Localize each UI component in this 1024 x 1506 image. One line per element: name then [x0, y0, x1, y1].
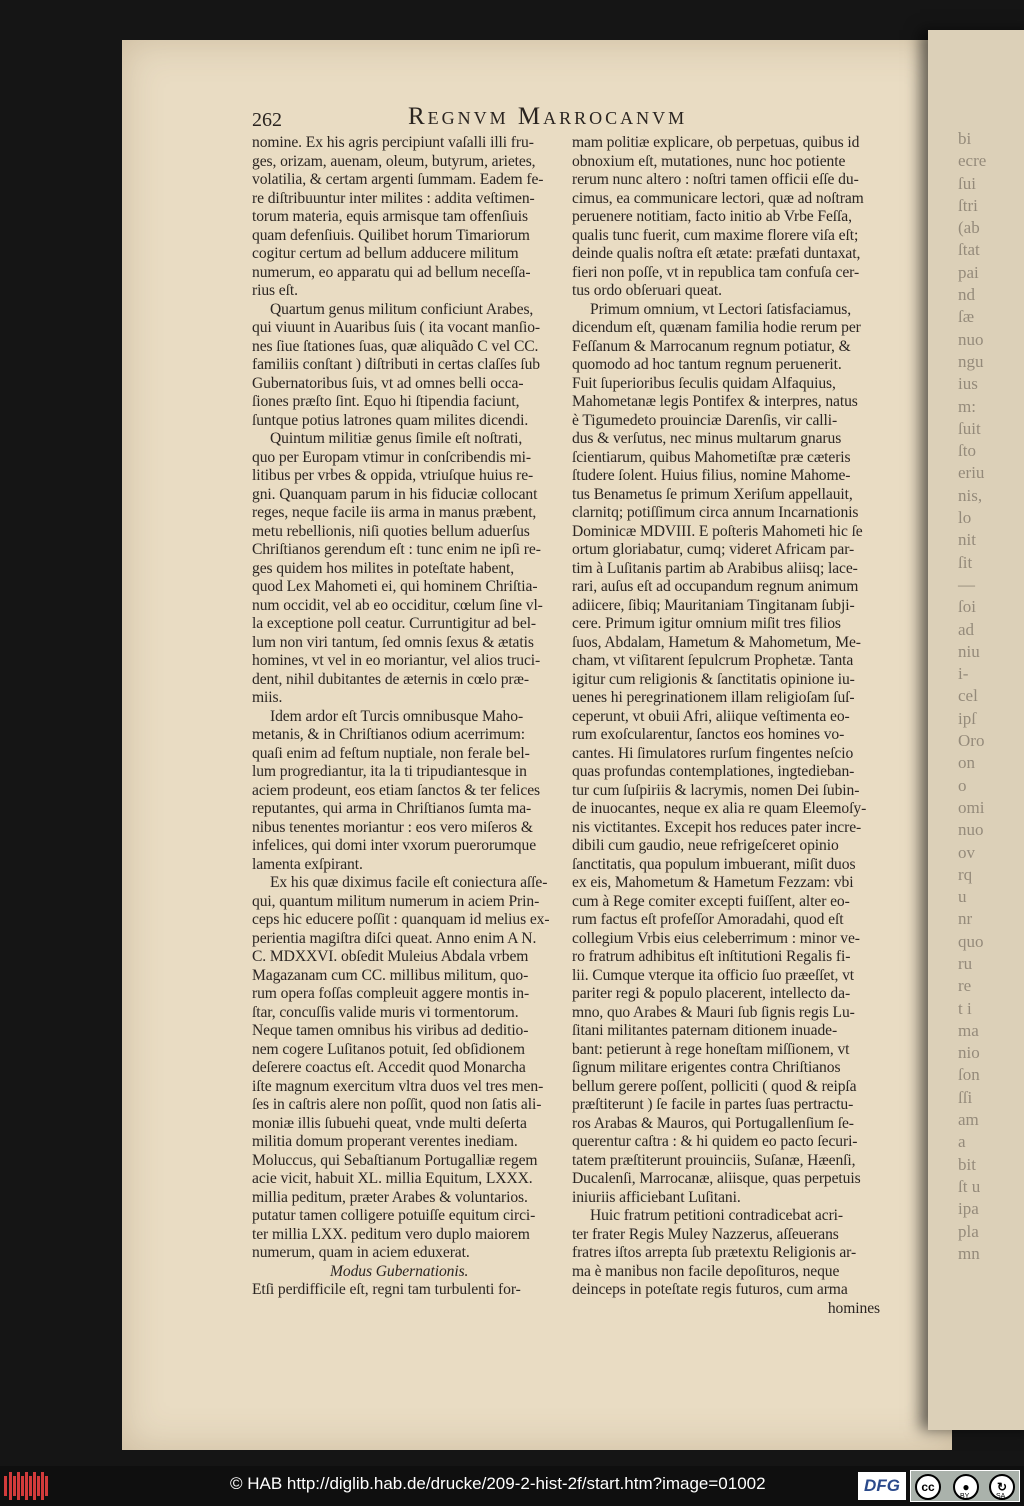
- text-line: tatem præſtiterunt prouinciis, Suſanæ, Hæenſi,: [572, 1151, 856, 1169]
- text-line: fratres iſtos arrepta ſub prætextu Religionis ar-: [572, 1244, 857, 1261]
- text-line: infelices, qui domi inter vxorum puerorumque: [252, 837, 537, 854]
- text-line: rum factus eſt profeſſor Amoradahi, quod eſt: [572, 911, 844, 928]
- text-line: litibus per vrbes & oppida, vtriuſque huius re-: [252, 467, 534, 484]
- text-line: dus & verſutus, nec minus multarum gnarus: [572, 430, 842, 447]
- next-page-edge: [928, 30, 1024, 1430]
- copyright-link[interactable]: © HAB http://diglib.hab.de/drucke/209-2-hist-2f/start.htm?image=01002: [230, 1474, 766, 1493]
- text-line: quaſi enim ad feſtum nuptiale, non ferale bel-: [252, 744, 530, 762]
- text-line: homines, vt vel in eo moriantur, vel alios truci-: [252, 652, 541, 669]
- text-line: dibili cum gaudio, neue refrigeſceret opinio: [572, 837, 839, 854]
- text-line: obnoxium eſt, mutationes, nunc hoc potiente: [572, 152, 846, 170]
- text-line: reges, neque facile iis arma in manus præbent,: [252, 504, 537, 521]
- text-line: nem cogere Luſitanos potuit, ſed obſidionem: [252, 1040, 525, 1058]
- text-line: ges quidem hos milites in poteſtate habent,: [252, 559, 515, 577]
- edge-text-fragment: niu: [958, 641, 980, 661]
- text-line: Idem ardor eſt Turcis omnibusque Maho-: [270, 707, 524, 725]
- text-line: quomodo ad hoc tantum regnum peruenerit.: [572, 356, 842, 373]
- text-line: ſitani militantes paternam ditionem inuade-: [572, 1022, 838, 1039]
- text-line: putatur tamen colligere potuiſſe equitum circi-: [252, 1207, 536, 1224]
- text-line: rius eſt.: [252, 282, 298, 299]
- dfg-logo-icon[interactable]: DFG: [858, 1472, 906, 1500]
- text-line: militia domum properant verentes inediam.: [252, 1133, 518, 1150]
- text-line: mam politiæ explicare, ob perpetuas, quibus id: [572, 134, 860, 151]
- edge-text-fragment: ſuit: [958, 418, 981, 438]
- edge-text-fragment: ecre: [958, 151, 987, 171]
- text-line: reputantes, qui arma in Chriſtianos ſumta ma-: [252, 800, 532, 817]
- edge-text-fragment: (ab: [958, 218, 980, 238]
- text-line: Quartum genus militum conficiunt Arabes,: [270, 300, 534, 318]
- text-line: Primum omnium, vt Lectori ſatisfaciamus,: [590, 300, 852, 318]
- text-line: de inuocantes, neque ex alia re quam Eleemoſy-: [572, 800, 867, 817]
- text-line: ſuos, Abdalam, Hametum & Mahometum, Me-: [572, 633, 861, 651]
- text-line: lum non viri tantum, ſed omnis ſexus & ætatis: [252, 633, 534, 651]
- text-line: numerum, eo apparatu qui ad bellum neceſſa-: [252, 263, 531, 281]
- text-line: familiis conſtant ) diſtributi in certas claſſes ſub: [252, 356, 540, 373]
- share-alike-icon: ↻: [989, 1474, 1015, 1500]
- text-line: præſtiterunt ) ſe facile in partes ſuas pertractu-: [572, 1096, 854, 1113]
- edge-text-fragment: ſui: [958, 173, 976, 193]
- text-line: Mahometanæ legis Pontifex & interpres, natus: [572, 393, 858, 410]
- text-line: lum progrediantur, ita la ti tripudiantesque in: [252, 763, 527, 780]
- edge-text-fragment: ſtri: [958, 195, 978, 215]
- text-line: num occidit, vel ab eo occiditur, cœlum ſine vl-: [252, 596, 543, 614]
- text-line: rerum nunc altero : noſtri tamen officii eſſe du-: [572, 171, 859, 188]
- text-line: qui, quantum militum numerum in aciem Prin-: [252, 892, 540, 910]
- edge-text-fragment: omi: [958, 797, 985, 817]
- text-line: volatilia, & certam argenti ſummam. Eadem fe-: [252, 171, 544, 188]
- text-line: ros Arabas & Mauros, qui Portugallenſium ſe-: [572, 1114, 854, 1132]
- text-line: aciem prodeunt, eos etiam ſanctos & ter felices: [252, 781, 541, 799]
- text-line: Dominicæ MDVIII. E poſteris Mahometi hic ſe: [572, 522, 863, 540]
- edge-text-fragment: m:: [958, 396, 976, 416]
- edge-text-fragment: ſæ: [958, 307, 975, 327]
- text-line: quam defenſiuis. Quilibet horum Timariorum: [252, 226, 530, 244]
- text-line: dent, nihil dubitantes de æternis in cœlo præ-: [252, 670, 529, 688]
- text-line: C. MDXXVI. obſedit Muleius Abdala vrbem: [252, 948, 529, 965]
- edge-text-fragment: nr: [958, 909, 973, 929]
- text-line: ex eis, Mahometum & Hametum Fezzam: vbi: [572, 874, 854, 891]
- edge-text-fragment: Oro: [958, 731, 985, 751]
- text-line: Neque tamen omnibus his viribus ad deditio-: [252, 1022, 529, 1039]
- text-line: deinceps in poteſtate regis futuros, cum arma: [572, 1281, 848, 1298]
- text-line: ro fratrum adhibitus eſt inſtitutioni Regalis fi-: [572, 948, 851, 965]
- edge-text-fragment: nit: [958, 530, 976, 550]
- text-line: ſanctitatis, qua populum imbuerant, miſit duos: [572, 855, 856, 873]
- text-line: pariter regi & populo placerent, intellecto da-: [572, 985, 851, 1002]
- text-line: Magazanam cum CC. millibus militum, quo-: [252, 966, 529, 984]
- edge-text-fragment: u: [958, 887, 967, 907]
- edge-text-fragment: t i: [958, 998, 972, 1018]
- text-line: deinde qualis noſtra eſt ætate: præfati duntaxat,: [572, 245, 861, 262]
- text-line: ſuntque potius latrones quam milites dicendi.: [252, 411, 529, 429]
- edge-text-fragment: am: [958, 1110, 979, 1130]
- text-line: gni. Quanquam parum in his fiduciæ collocant: [252, 485, 538, 503]
- edge-text-fragment: ipſ: [958, 708, 976, 728]
- text-line: lii. Cumque vterque ita officio ſuo præeſſet, vt: [572, 966, 855, 984]
- text-line: miis.: [252, 689, 283, 706]
- edge-text-fragment: i-: [958, 664, 969, 684]
- edge-text-fragment: nd: [958, 285, 975, 305]
- hab-logo-icon: [4, 1472, 48, 1500]
- edge-text-fragment: re: [958, 976, 972, 996]
- text-line: Gubernatoribus ſuis, vt ad omnes belli occa-: [252, 374, 524, 392]
- text-line: ma è manibus non facile depoſituros, neque: [572, 1262, 840, 1280]
- text-line: ſes in caſtris alere non poſſit, quod non ſatis ali-: [252, 1096, 542, 1113]
- text-line: qualis tunc fuerit, cum maxime florere viſa eſt;: [572, 226, 859, 244]
- left-column: [252, 134, 562, 1300]
- edge-text-fragment: ipa: [958, 1199, 979, 1219]
- text-line: Fuit ſuperioribus ſeculis quidam Alfaquius,: [572, 374, 836, 392]
- text-line: quod Lex Mahometi ei, qui hominem Chriſtia-: [252, 578, 538, 595]
- edge-text-fragment: ius: [958, 374, 978, 394]
- cc-icon: cc: [915, 1474, 941, 1500]
- edge-text-fragment: pla: [958, 1221, 979, 1241]
- text-line: Etſi perdifficile eſt, regni tam turbulenti for-: [252, 1281, 521, 1298]
- edge-text-fragment: lo: [958, 508, 972, 528]
- text-line: Chriſtianos gerendum eſt : tunc enim ne ipſi re-: [252, 541, 541, 558]
- text-line: ortum gloriabatur, cumq; videret Africam par-: [572, 541, 855, 558]
- text-line: metanis, & in Chriſtianos odium acerrimum:: [252, 726, 525, 743]
- text-line: moniæ illis ſubuehi queat, vnde multi deſerta: [252, 1114, 527, 1132]
- text-line: acie vicit, habuit XL. millia Equitum, LXXX.: [252, 1170, 533, 1187]
- edge-text-fragment: ſit: [958, 552, 973, 572]
- text-line: collegium Vrbis eius celeberrimum : minor ve-: [572, 929, 860, 947]
- text-line: uenes hi peregrinationem illam religioſam ſuſ-: [572, 689, 855, 706]
- text-line: iniuriis afficiebant Luſitani.: [572, 1188, 741, 1206]
- text-line: ter millia LXX. peditum vero duplo maiorem: [252, 1225, 530, 1243]
- text-line: numerum, quam in aciem eduxerat.: [252, 1244, 470, 1261]
- edge-text-fragment: ſtat: [958, 240, 980, 260]
- section-heading: Modus Gubernationis.: [330, 1262, 469, 1280]
- edge-text-fragment: —: [958, 574, 975, 594]
- viewer-footer: [0, 1466, 1024, 1506]
- text-line: quo per Europam vtimur in conſcribendis mi-: [252, 448, 531, 466]
- edge-text-fragment: ad: [958, 619, 975, 639]
- text-line: Quintum militiæ genus ſimile eſt noſtrati,: [270, 430, 523, 447]
- text-line: lamenta exſpirant.: [252, 855, 363, 873]
- text-line: dicendum eſt, quænam familia hodie rerum per: [572, 319, 861, 336]
- edge-text-fragment: bit: [958, 1154, 976, 1174]
- edge-text-fragment: ſon: [958, 1065, 980, 1085]
- text-line: Feſſanum & Marrocanum regnum potiatur, &: [572, 337, 851, 355]
- text-line: ceperunt, vt obuii Afri, aliique veſtimenta eo-: [572, 707, 850, 725]
- text-line: mno, quo Arabes & Mauri ſub ſignis regis Lu-: [572, 1003, 855, 1021]
- sa-label: SA: [996, 1493, 1006, 1500]
- text-line: cere. Primum igitur omnium miſit tres filios: [572, 615, 841, 632]
- text-line: igitur cum religionis & ſanctitatis opinione iu-: [572, 670, 855, 688]
- right-column: [572, 134, 884, 1318]
- text-line: nis victitantes. Excepit hos reduces pater incre-: [572, 818, 862, 836]
- text-line: ſtudere ſolent. Huius filius, nomine Mahome-: [572, 467, 851, 484]
- text-line: tim à Luſitanis partim ab Arabibus aliisq; lace-: [572, 559, 858, 577]
- text-line: cogitur certum ad bellum adducere militum: [252, 245, 519, 262]
- text-line: nes ſiue ſtationes ſuas, quæ aliquãdo C vel CC.: [252, 337, 539, 355]
- edge-text-fragment: a: [958, 1132, 966, 1152]
- text-line: millia peditum, præter Arabes & voluntarios.: [252, 1188, 528, 1206]
- text-line: metu rebellionis, niſi quoties bellum aduerſus: [252, 522, 530, 540]
- text-line: la exceptione poll ceatur. Curruntigitur ad bel-: [252, 615, 537, 632]
- text-line: cimus, ea communicare lectori, quæ ad noſtram: [572, 189, 864, 207]
- edge-text-fragment: ſto: [958, 441, 976, 461]
- text-line: è Tigumedeto prouinciæ Darenſis, vir calli-: [572, 411, 838, 429]
- text-line: Moluccus, qui Sebaſtianum Portugalliæ regem: [252, 1151, 538, 1169]
- edge-text-fragment: bi: [958, 129, 972, 148]
- text-line: ges, orizam, auenam, oleum, butyrum, arietes,: [252, 152, 536, 170]
- text-line: nomine. Ex his agris percipiunt vaſalli illi fru-: [252, 134, 534, 151]
- edge-text-fragment: ſoi: [958, 597, 976, 617]
- text-line: clarnitq; potiſſimum circa annum Incarnationis: [572, 504, 859, 521]
- edge-text-fragment: pai: [958, 262, 979, 282]
- edge-text-fragment: nuo: [958, 820, 984, 840]
- text-line: adiicere, ſibiq; Mauritaniam Tingitanam ſubji-: [572, 596, 855, 614]
- text-line: deſerere coactus eſt. Accedit quod Monarcha: [252, 1059, 526, 1076]
- edge-text-fragment: nuo: [958, 329, 984, 349]
- text-line: torum materia, equis armisque tam offenſiuis: [252, 208, 528, 225]
- edge-text-fragment: ngu: [958, 351, 984, 371]
- text-line: bant: petierunt à rege honeſtam miſſionem, vt: [572, 1040, 850, 1058]
- text-line: querentur caſtra : & hi quidem eo pacto ſecuri-: [572, 1133, 858, 1150]
- text-line: rari, auſus eſt ad occupandum regnum animum: [572, 578, 859, 595]
- edge-text-fragment: o: [958, 775, 967, 795]
- text-line: bellum gerere poſſent, polliciti ( quod & reipſa: [572, 1077, 857, 1095]
- edge-text-fragment: ſſi: [958, 1087, 973, 1107]
- text-line: rum opera foſſas compleuit aggere montis in-: [252, 985, 530, 1002]
- edge-text-fragment: ma: [958, 1020, 979, 1040]
- text-line: cantes. Hi ſimulatores rurſum fingentes neſcio: [572, 744, 854, 762]
- cc-license-badge[interactable]: [910, 1470, 1020, 1502]
- text-line: cham, vt viſitarent ſepulcrum Prophetæ. Tanta: [572, 652, 854, 669]
- edge-text-fragment: rq: [958, 864, 973, 884]
- text-line: iſte magnum exercitum vltra duos vel tres men-: [252, 1077, 544, 1095]
- by-label: BY: [960, 1493, 970, 1500]
- text-line: peruenere notitiam, facto initio ab Vrbe Feſſa,: [572, 208, 852, 225]
- edge-text-fragment: ov: [958, 842, 975, 862]
- text-line: ſcientiarum, quibus Mahometiſtæ præ cæteris: [572, 448, 851, 466]
- text-line: re diſtribuuntur inter milites : addita veſtimen-: [252, 189, 535, 207]
- edge-text-fragment: ru: [958, 953, 973, 973]
- text-line: tur cum ſuſpiriis & lacrymis, nomen Dei ſubin-: [572, 781, 860, 799]
- text-line: tus Benametus ſe primum Xeriſum appellauit,: [572, 485, 853, 503]
- text-line: ſtar, concuſſis valide muris vi tormentorum.: [252, 1003, 519, 1021]
- text-line: Ducalenſi, Marrocanæ, aliisque, quas perpetuis: [572, 1170, 861, 1187]
- running-title: Regnvm Marrocanvm: [408, 103, 688, 130]
- text-line: fieri non poſſe, vt in republica tam confuſa cer-: [572, 263, 860, 281]
- catchword: homines: [827, 1299, 880, 1317]
- by-person-icon: ●: [953, 1474, 979, 1500]
- text-line: quas profundas contemplationes, ingtedieban-: [572, 763, 855, 780]
- edge-text-fragment: ſt u: [958, 1176, 981, 1196]
- edge-text-fragment: nio: [958, 1043, 980, 1063]
- text-line: rum exoſcularentur, ſanctos eos homines vo-: [572, 726, 845, 743]
- edge-text-fragment: mn: [958, 1243, 980, 1263]
- edge-text-fragment: cel: [958, 686, 978, 706]
- text-line: tus ordo obſeruari queat.: [572, 282, 722, 299]
- text-line: ſignum militare erigentes contra Chriſtianos: [572, 1059, 841, 1076]
- text-line: Huic fratrum petitioni contradicebat acri-: [590, 1207, 843, 1224]
- text-line: nibus tenentes moriantur : eos vero miſeros &: [252, 818, 533, 836]
- text-line: perientia magiſtra diſci queat. Anno enim A N.: [252, 929, 537, 947]
- edge-text-fragment: quo: [958, 931, 984, 951]
- text-line: ter frater Regis Muley Nazzerus, aſſeuerans: [572, 1225, 839, 1243]
- edge-text-fragment: on: [958, 753, 975, 773]
- text-line: ceps hic educere poſſit : quanquam id melius ex-: [252, 911, 550, 928]
- edge-text-fragment: nis,: [958, 485, 983, 505]
- edge-text-fragment: eriu: [958, 463, 985, 483]
- page-number: 262: [252, 109, 282, 131]
- text-line: Ex his quæ diximus facile eſt coniectura aſſe-: [270, 874, 548, 891]
- text-line: cum à Rege comiter excepti fuiſſent, alter eo-: [572, 892, 850, 910]
- text-line: ſiones præſto ſint. Equo hi ſtipendia faciunt,: [252, 393, 520, 410]
- text-line: qui viuunt in Auaribus ſuis ( ita vocant manſio-: [252, 319, 540, 336]
